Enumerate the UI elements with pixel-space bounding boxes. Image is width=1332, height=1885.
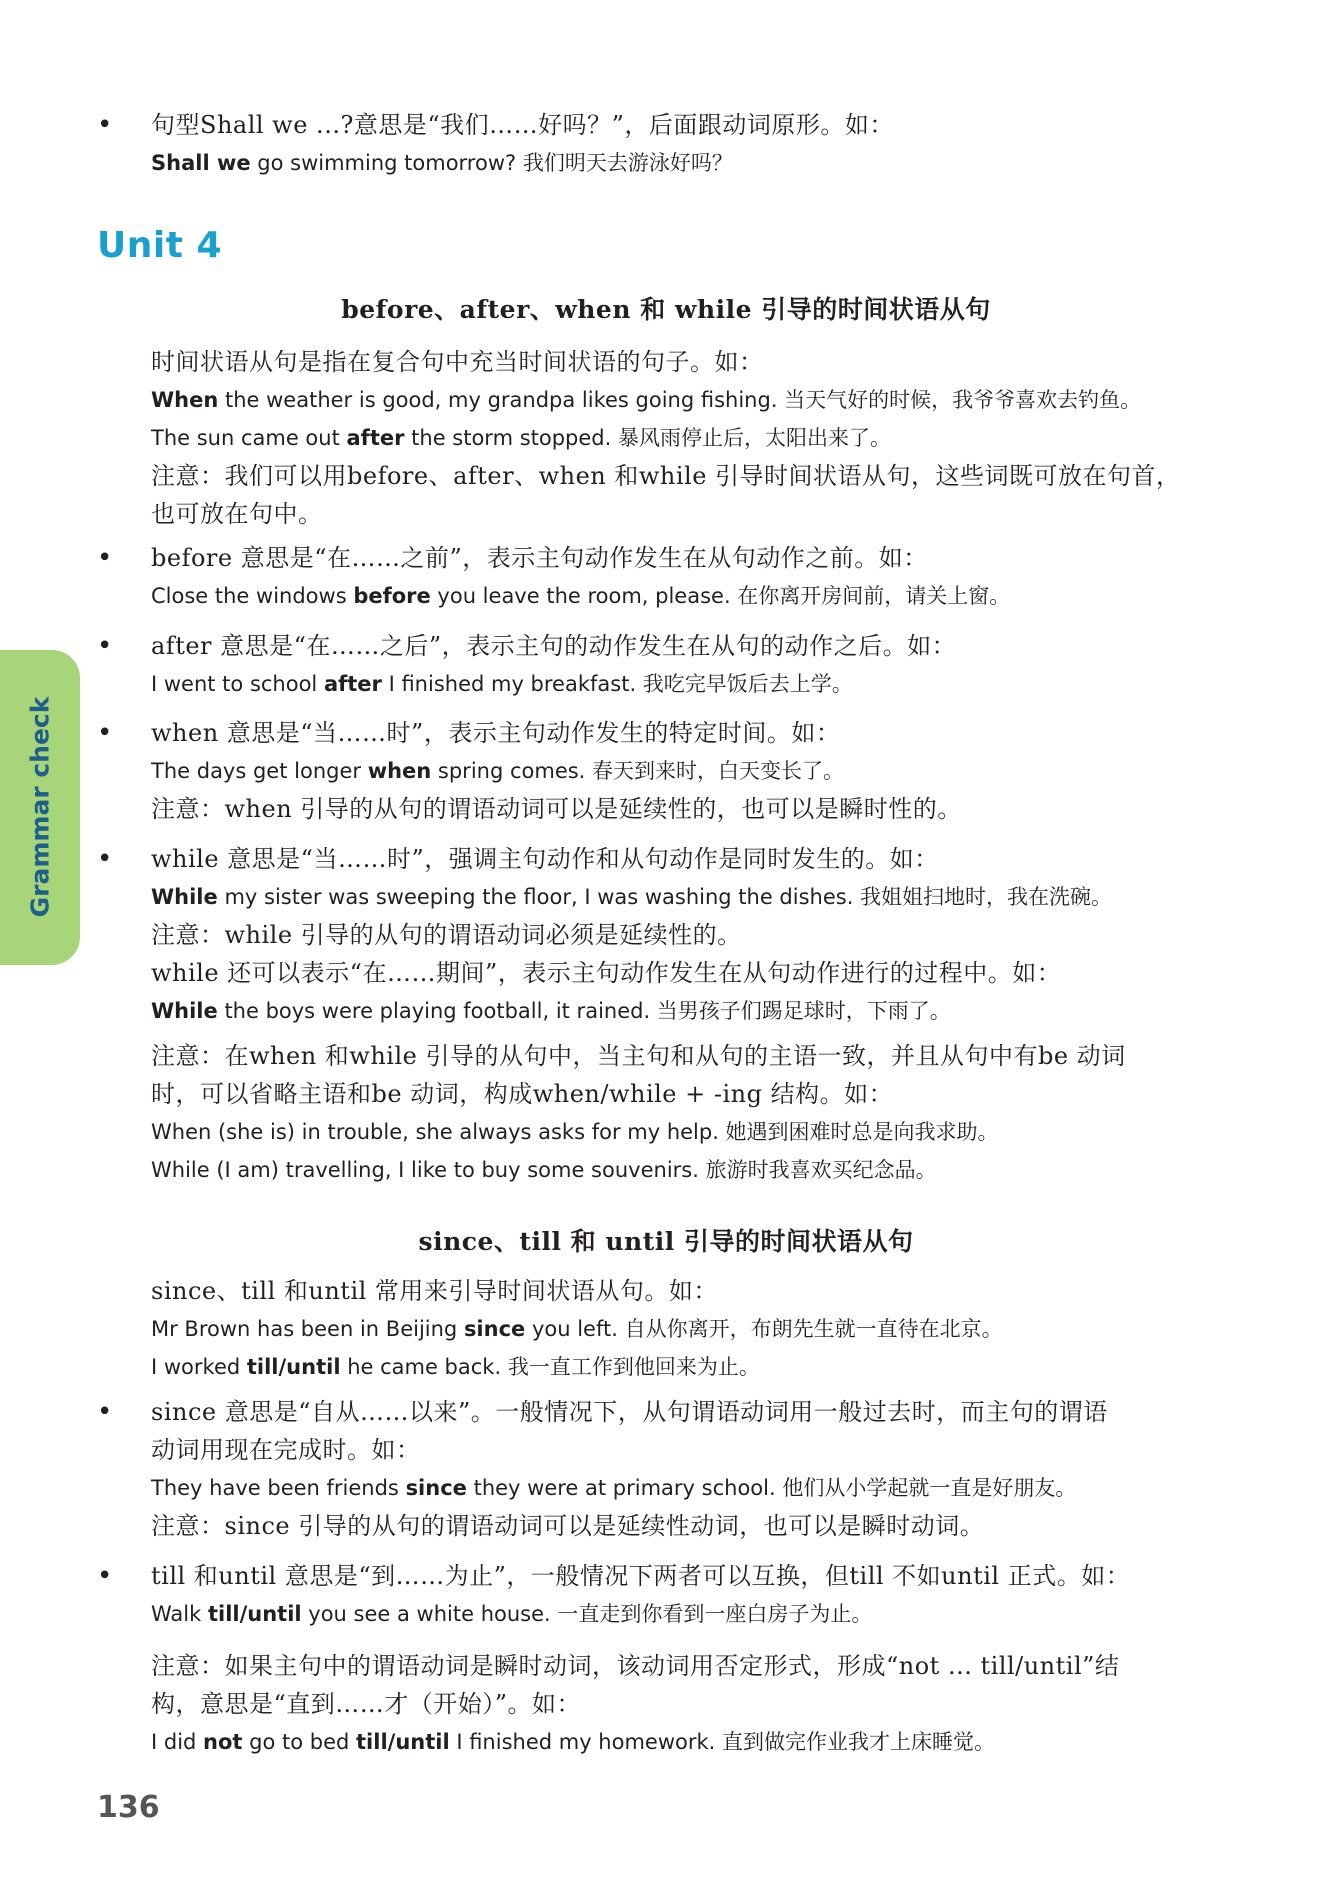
- section1-note-line2: 也可放在句中。: [151, 500, 323, 528]
- before-example: Close the windows before you leave the room, please. 在你离开房间前，请关上窗。: [151, 584, 1011, 608]
- shall-we-desc: 句型Shall we ...?意思是“我们……好吗？”，后面跟动词原形。如：: [151, 111, 894, 139]
- before-desc: before 意思是“在……之前”，表示主句动作发生在从句动作之前。如：: [151, 544, 928, 572]
- omit-note-line2: 时，可以省略主语和be 动词，构成when/while + -ing 结构。如：: [151, 1080, 894, 1108]
- when-note: 注意：when 引导的从句的谓语动词可以是延续性的，也可以是瞬时性的。: [151, 795, 962, 823]
- since-note: 注意：since 引导的从句的谓语动词可以是延续性动词，也可以是瞬时动词。: [151, 1512, 985, 1540]
- since-desc-line1: since 意思是“自从……以来”。一般情况下，从句谓语动词用一般过去时，而主句的谓语: [151, 1398, 1108, 1426]
- since-example: They have been friends since they were at primary school. 他们从小学起就一直是好朋友。: [151, 1476, 1077, 1500]
- section1-intro-block: [0, 343, 1332, 533]
- bullet: •: [97, 718, 113, 748]
- grammar-check-tab: [0, 650, 80, 965]
- while-example-2: While the boys were playing football, it rained. 当男孩子们踢足球时，下雨了。: [151, 999, 951, 1023]
- section2-example-1: Mr Brown has been in Beijing since you left. 自从你离开，布朗先生就一直待在北京。: [151, 1317, 1003, 1341]
- shall-we-example: Shall we go swimming tomorrow? 我们明天去游泳好吗？: [151, 151, 733, 175]
- till-until-desc: till 和until 意思是“到……为止”，一般情况下两者可以互换，但till 不如until 正式。如：: [151, 1562, 1131, 1590]
- section1-intro: 时间状语从句是指在复合句中充当时间状语的句子。如：: [151, 348, 764, 376]
- before-item: [0, 539, 1332, 615]
- bullet: •: [97, 1561, 113, 1591]
- unit-title: Unit 4: [97, 225, 222, 266]
- till-until-item: [0, 1557, 1332, 1633]
- after-item: [0, 627, 1332, 703]
- section2-intro-block: [0, 1272, 1332, 1386]
- bullet: •: [97, 110, 113, 140]
- since-item: [0, 1393, 1332, 1545]
- while-desc-2: while 还可以表示“在……期间”，表示主句动作发生在从句动作进行的过程中。如：: [151, 959, 1062, 987]
- bullet: •: [97, 1397, 113, 1427]
- section-title-before-after: before、after、when 和 while 引导的时间状语从句: [341, 295, 991, 324]
- while-desc: while 意思是“当……时”，强调主句动作和从句动作是同时发生的。如：: [151, 845, 939, 873]
- bullet: •: [97, 844, 113, 874]
- omit-example-1: When (she is) in trouble, she always asks for my help. 她遇到困难时总是向我求助。: [151, 1120, 999, 1144]
- omit-note-block: [0, 1037, 1332, 1189]
- grammar-check-label: Grammar check: [25, 696, 55, 918]
- till-until-example: Walk till/until you see a white house. 一直走到你看到一座白房子为止。: [151, 1602, 873, 1626]
- shall-we-item: [0, 106, 1332, 182]
- section2-intro: since、till 和until 常用来引导时间状语从句。如：: [151, 1277, 718, 1305]
- while-note: 注意：while 引导的从句的谓语动词必须是延续性的。: [151, 921, 742, 949]
- section-title-since-till: since、till 和 until 引导的时间状语从句: [418, 1227, 914, 1256]
- section1-example-1: When the weather is good, my grandpa likes going fishing. 当天气好的时候，我爷爷喜欢去钓鱼。: [151, 388, 1142, 412]
- omit-note-line1: 注意：在when 和while 引导的从句中，当主句和从句的主语一致，并且从句中有be 动词: [151, 1042, 1126, 1070]
- section2-example-2: I worked till/until he came back. 我一直工作到他回来为止。: [151, 1355, 760, 1379]
- while-example-1: While my sister was sweeping the floor, I was washing the dishes. 我姐姐扫地时，我在洗碗。: [151, 885, 1113, 909]
- when-desc: when 意思是“当……时”，表示主句动作发生的特定时间。如：: [151, 719, 841, 747]
- omit-example-2: While (I am) travelling, I like to buy some souvenirs. 旅游时我喜欢买纪念品。: [151, 1158, 937, 1182]
- not-till-note-block: [0, 1647, 1332, 1761]
- when-item: [0, 714, 1332, 828]
- page-number: 136: [97, 1790, 160, 1825]
- when-example: The days get longer when spring comes. 春天到来时，白天变长了。: [151, 759, 845, 783]
- section1-note-line1: 注意：我们可以用before、after、when 和while 引导时间状语从句，这些词既可放在句首，: [151, 462, 1181, 490]
- while-item: [0, 840, 1332, 1030]
- not-till-note-line1: 注意：如果主句中的谓语动词是瞬时动词，该动词用否定形式，形成“not ... till/until”结: [151, 1652, 1120, 1680]
- bullet: •: [97, 543, 113, 573]
- after-desc: after 意思是“在……之后”，表示主句的动作发生在从句的动作之后。如：: [151, 632, 957, 660]
- since-desc-line2: 动词用现在完成时。如：: [151, 1436, 421, 1464]
- section1-example-2: The sun came out after the storm stopped. 暴风雨停止后，太阳出来了。: [151, 426, 891, 450]
- not-till-note-line2: 构，意思是“直到……才（开始）”。如：: [151, 1690, 582, 1718]
- not-till-example: I did not go to bed till/until I finished my homework. 直到做完作业我才上床睡觉。: [151, 1730, 996, 1754]
- after-example: I went to school after I finished my breakfast. 我吃完早饭后去上学。: [151, 672, 853, 696]
- bullet: •: [97, 631, 113, 661]
